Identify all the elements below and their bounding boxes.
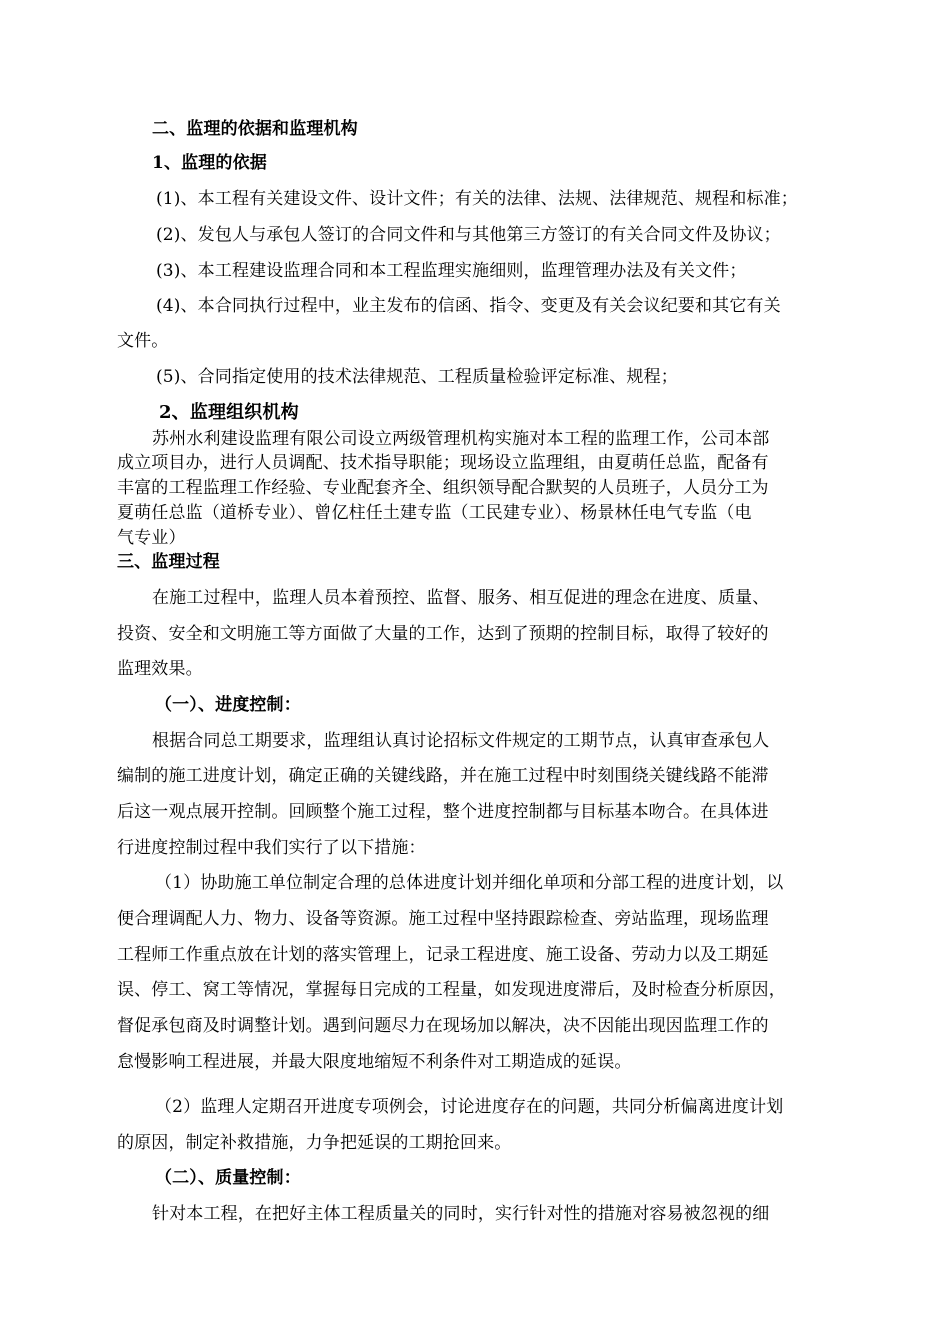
org-paragraph-line-4: 夏萌任总监（道桥专业）、曾亿柱任土建专监（工民建专业）、杨景林任电气专监（电 — [117, 503, 752, 523]
process-paragraph-line-1: 在施工过程中，监理人员本着预控、监督、服务、相互促进的理念在进度、质量、 — [152, 588, 770, 608]
measure-1-line-4: 误、停工、窝工等情况，掌握每日完成的工程量，如发现进度滞后，及时检查分析原因， — [117, 980, 786, 1000]
measure-1-line-2: 便合理调配人力、物力、设备等资源。施工过程中坚持跟踪检查、旁站监理，现场监理 — [117, 909, 769, 929]
progress-paragraph-line-1: 根据合同总工期要求，监理组认真讨论招标文件规定的工期节点，认真审查承包人 — [152, 731, 770, 751]
progress-control-heading: （一）、进度控制： — [155, 695, 301, 715]
basis-item-3: (3)、本工程建设监理合同和本工程监理实施细则，监理管理办法及有关文件； — [156, 261, 747, 281]
process-paragraph-line-2: 投资、安全和文明施工等方面做了大量的工作，达到了预期的控制目标，取得了较好的 — [117, 624, 769, 644]
measure-1-line-3: 工程师工作重点放在计划的落实管理上，记录工程进度、施工设备、劳动力以及工期延 — [117, 945, 769, 965]
process-paragraph-line-3: 监理效果。 — [117, 659, 203, 679]
org-paragraph-line-1: 苏州水利建设监理有限公司设立两级管理机构实施对本工程的监理工作，公司本部 — [152, 429, 770, 449]
quality-control-heading: （二）、质量控制： — [155, 1168, 301, 1188]
org-paragraph-line-2: 成立项目办，进行人员调配、技术指导职能；现场设立监理组，由夏萌任总监，配备有 — [117, 453, 769, 473]
org-paragraph-line-5: 气专业） — [117, 528, 186, 548]
basis-item-4: (4)、本合同执行过程中，业主发布的信函、指令、变更及有关会议纪要和其它有关 — [156, 296, 781, 316]
progress-paragraph-line-4: 行进度控制过程中我们实行了以下措施： — [117, 838, 426, 858]
quality-paragraph-line-1: 针对本工程，在把好主体工程质量关的同时，实行针对性的措施对容易被忽视的细 — [152, 1204, 770, 1224]
measure-2-line-2: 的原因，制定补救措施，力争把延误的工期抢回来。 — [117, 1133, 512, 1153]
measure-2-line-1: （2）监理人定期召开进度专项例会，讨论进度存在的问题，共同分析偏离进度计划 — [155, 1097, 784, 1117]
basis-item-4-cont: 文件。 — [117, 331, 169, 351]
subsection-heading-basis: 1、监理的依据 — [152, 153, 267, 173]
section-heading-2: 二、监理的依据和监理机构 — [152, 119, 358, 139]
measure-1-line-1: （1）协助施工单位制定合理的总体进度计划并细化单项和分部工程的进度计划，以 — [155, 873, 784, 893]
basis-item-1: (1)、本工程有关建设文件、设计文件；有关的法律、法规、法律规范、规程和标准； — [156, 189, 798, 209]
measure-1-line-5: 督促承包商及时调整计划。遇到问题尽力在现场加以解决，决不因能出现因监理工作的 — [117, 1016, 769, 1036]
section-heading-3: 三、监理过程 — [117, 552, 220, 572]
basis-item-2: (2)、发包人与承包人签订的合同文件和与其他第三方签订的有关合同文件及协议； — [156, 225, 781, 245]
subsection-heading-organization: 2、监理组织机构 — [159, 402, 299, 423]
progress-paragraph-line-3: 后这一观点展开控制。回顾整个施工过程，整个进度控制都与目标基本吻合。在具体进 — [117, 802, 769, 822]
measure-1-line-6: 怠慢影响工程进展，并最大限度地缩短不利条件对工期造成的延误。 — [117, 1052, 632, 1072]
basis-item-5: (5)、合同指定使用的技术法律规范、工程质量检验评定标准、规程； — [156, 367, 678, 387]
org-paragraph-line-3: 丰富的工程监理工作经验、专业配套齐全、组织领导配合默契的人员班子，人员分工为 — [117, 478, 769, 498]
progress-paragraph-line-2: 编制的施工进度计划，确定正确的关键线路，并在施工过程中时刻围绕关键线路不能滞 — [117, 766, 769, 786]
